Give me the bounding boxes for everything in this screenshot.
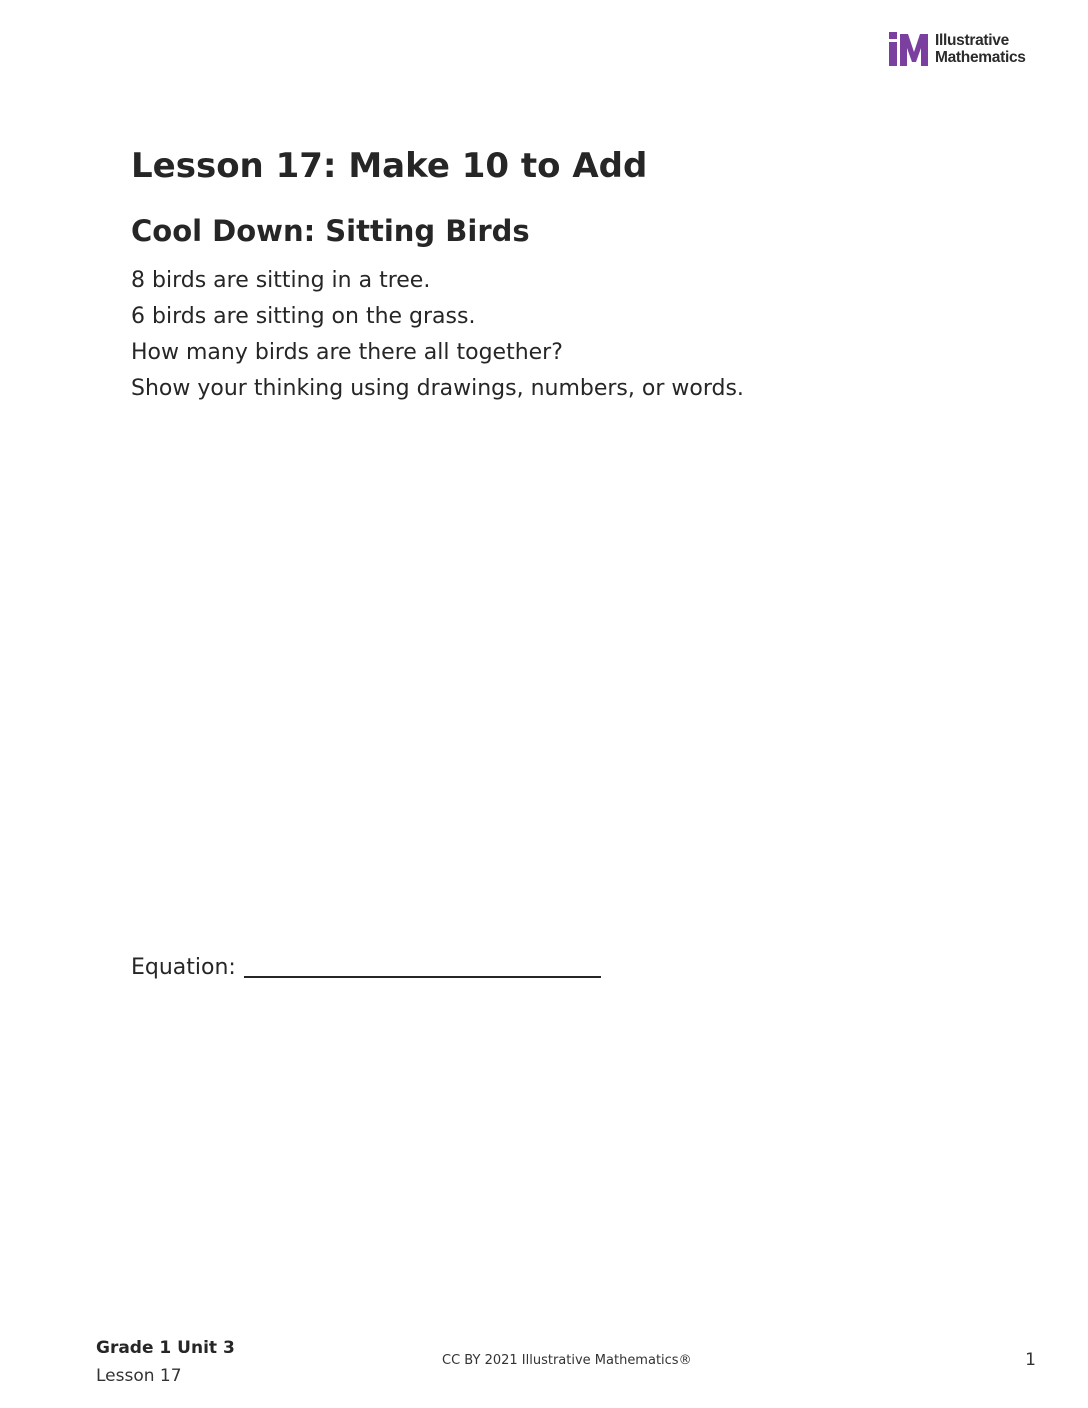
equation-label: Equation:	[131, 955, 236, 980]
footer-copyright: CC BY 2021 Illustrative Mathematics®	[442, 1353, 692, 1368]
logo-line-2: Mathematics	[935, 49, 1026, 66]
illustrative-mathematics-logo	[888, 32, 1040, 68]
im-logo-icon	[888, 32, 930, 66]
prompt-line: 8 birds are sitting in a tree.	[131, 268, 431, 293]
equation-row	[131, 950, 601, 986]
section-title: Cool Down: Sitting Birds	[131, 214, 530, 248]
logo-line-1: Illustrative	[935, 32, 1009, 49]
prompt-line: How many birds are there all together?	[131, 340, 563, 365]
logo-wordmark	[935, 32, 1026, 66]
problem-prompt	[131, 263, 744, 407]
prompt-line: Show your thinking using drawings, numbers, or words.	[131, 376, 744, 401]
page-number: 1	[1025, 1350, 1036, 1370]
equation-answer-line[interactable]	[244, 956, 601, 978]
lesson-title: Lesson 17: Make 10 to Add	[131, 146, 648, 186]
footer-unit-info	[96, 1334, 235, 1390]
footer-unit: Grade 1 Unit 3	[96, 1338, 235, 1358]
prompt-line: 6 birds are sitting on the grass.	[131, 304, 476, 329]
footer-lesson: Lesson 17	[96, 1366, 182, 1386]
